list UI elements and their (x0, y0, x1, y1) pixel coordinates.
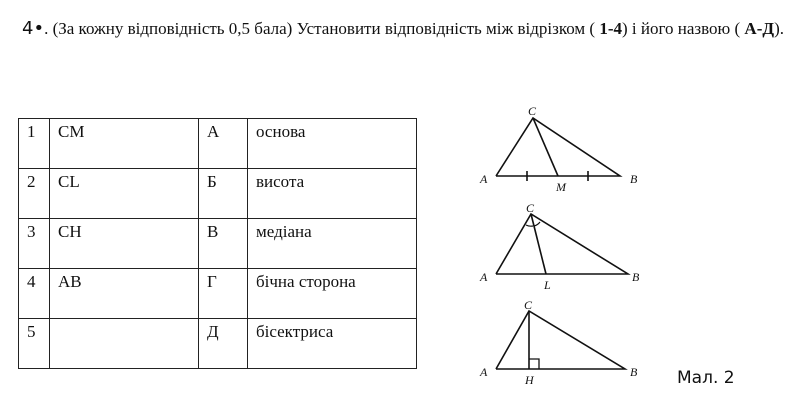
row-number: 4 (19, 269, 50, 319)
triangle-bisector (496, 214, 628, 274)
table-row (19, 119, 417, 169)
triangles-figure (470, 100, 670, 390)
vertex-label-b: B (630, 172, 638, 186)
letter-cell: Г (199, 269, 248, 319)
task-text-1: . (За кожну відповідність 0,5 бала) Установити відповідність між відрізком ( (44, 19, 600, 38)
right-angle-mark (529, 359, 539, 369)
point-label-h: H (525, 373, 534, 387)
vertex-label-a: A (480, 172, 488, 186)
letter-cell: Б (199, 169, 248, 219)
vertex-label-a: A (480, 270, 488, 284)
task-range-segments: 1-4 (599, 19, 622, 38)
triangle-3-outline (496, 311, 625, 369)
vertex-label-a: A (480, 365, 488, 379)
name-cell: основа (248, 119, 417, 169)
point-label-l: L (544, 278, 551, 292)
vertex-label-c: C (524, 298, 533, 312)
row-number: 1 (19, 119, 50, 169)
task-range-names: А-Д (744, 19, 775, 38)
vertex-label-c: C (526, 201, 535, 215)
table-row (19, 219, 417, 269)
triangle-altitude (496, 311, 625, 369)
triangle-2-outline (496, 214, 628, 274)
angle-arc (526, 225, 533, 226)
name-cell: бісектриса (248, 319, 417, 369)
letter-cell: В (199, 219, 248, 269)
row-number: 5 (19, 319, 50, 369)
letter-cell: А (199, 119, 248, 169)
vertex-label-b: B (632, 270, 640, 284)
triangle-1-outline (496, 118, 620, 176)
letter-cell: Д (199, 319, 248, 369)
segment-cell: CM (50, 119, 199, 169)
name-cell: висота (248, 169, 417, 219)
point-label-m: M (556, 180, 566, 194)
segment-cell: CH (50, 219, 199, 269)
vertex-label-c: C (528, 104, 537, 118)
figure-caption: Мал. 2 (677, 368, 735, 388)
table-row (19, 169, 417, 219)
segment-cell: CL (50, 169, 199, 219)
angle-arc (534, 222, 540, 226)
segment-cell (50, 319, 199, 369)
name-cell: медіана (248, 219, 417, 269)
row-number: 3 (19, 219, 50, 269)
vertex-label-b: B (630, 365, 638, 379)
triangle-median (496, 118, 620, 181)
task-statement (22, 14, 797, 43)
task-text-2: ) і його назвою ( (622, 19, 745, 38)
table-row (19, 269, 417, 319)
matching-table (18, 118, 417, 369)
name-cell: бічна сторона (248, 269, 417, 319)
task-text-3: ). (774, 19, 784, 38)
table-row (19, 319, 417, 369)
segment-cell: AB (50, 269, 199, 319)
task-number: 4• (22, 18, 45, 39)
row-number: 2 (19, 169, 50, 219)
